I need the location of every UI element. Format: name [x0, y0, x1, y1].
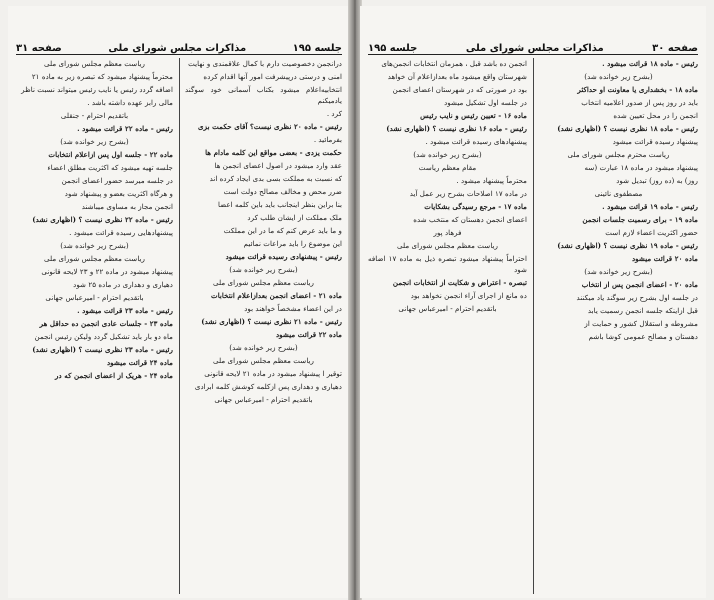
text-line: توقیر ا پیشنهاد میشود در ماده ۲۱ لایحه قانونی	[204, 369, 342, 378]
text-line: و هرگاه اکثریت بعضو و پیشنهاد شود	[64, 189, 173, 198]
left-running-title: مذاکرات مجلس شورای ملی	[108, 43, 247, 54]
text-line: باید در روز پس از صدور اعلامیه انتخاب	[581, 98, 698, 107]
right-page-header	[368, 36, 698, 55]
text-line: رئیس - ماده ۲۳ قرائت میشود .	[77, 306, 173, 315]
left-column-b	[16, 58, 173, 594]
text-line: ضرر محض و مخالف مصالح دولت است	[223, 187, 342, 196]
right-column-b	[368, 58, 527, 594]
text-line: رئیس - ماده ۲۰ نظری نیست؟ آقای حکمت بزی	[198, 122, 342, 131]
text-line: ماده ۲۲ - جلسه اول پس ازاعلام انتخابات	[48, 150, 173, 159]
left-page	[8, 6, 350, 598]
text-line: انجمن را در محل تعیین شده	[613, 111, 698, 120]
text-line: ماده ۲۴ قرائت میشود	[106, 358, 173, 367]
text-line: ماده ۲۰ قرائت میشود	[631, 254, 698, 263]
text-line: ماده ۲۳ - جلسات عادی انجمن ده حداقل هر	[39, 319, 173, 328]
text-line: باتقدیم احترام - امیرعباس جهانی	[214, 395, 313, 404]
text-line: حکمت یزدی - بعضی مواقع این کلمه مادام ها	[205, 148, 342, 157]
text-line: مشروطه و استقلال کشور و حمایت از	[584, 319, 698, 328]
left-page-number: صفحه ۳۱	[16, 43, 62, 54]
text-line: روز) به (ده روز) تبدیل شود	[616, 176, 698, 185]
text-line: ماده ۲۱ - اعضای انجمن بعدازاعلام انتخابات	[210, 291, 342, 300]
text-line: ماده ۲۲ قرائت میشود	[275, 330, 342, 339]
text-line: باتقدیم احترام - جنقلی	[60, 111, 129, 120]
text-line: ماده ۲۴ - هریک از اعضای انجمن که در	[55, 371, 173, 380]
text-line: این موضوع را باید مراعات نمائیم	[243, 239, 342, 248]
text-line: بفرمائید .	[313, 135, 342, 144]
right-page-number: صفحه ۳۰	[652, 43, 698, 54]
right-page	[360, 6, 706, 598]
text-line: ماده ۱۶ - تعیین رئیس و نایب رئیس	[420, 111, 527, 120]
text-line: پیشنهاد رسیده قرائت میشود	[612, 137, 698, 146]
text-line: قبل ازاینکه جلسه انجمن رسمیت یابد	[587, 306, 698, 315]
text-line: ریاست معظم مجلس شورای ملی	[213, 356, 314, 365]
text-line: اضافه گردد رئیس یا نایب رئیس میتواند نسبت ناظر	[21, 85, 173, 94]
text-line: در جلسه میرسد حضور اعضای انجمن	[61, 176, 173, 185]
text-line: مقام معظم ریاست	[418, 163, 477, 172]
text-line: کرد .	[326, 109, 342, 118]
text-line: احتراماً پیشنهاد میشود تبصره ذیل به ماده ۱۷ اضافه شود	[368, 254, 527, 274]
text-line: پیشنهاد میشود در ماده ۲۲ و ۲۳ لایحه قانونی	[41, 267, 173, 276]
text-line: رئیس - ماده ۱۶ نظری نیست ؟ (اظهاری نشد)	[386, 124, 527, 133]
text-line: حضور اکثریت اعضاء لازم است	[605, 228, 698, 237]
text-line: درانجمن دخصوصیت دارم با کمال علاقمندی و نهایت	[188, 59, 342, 68]
right-session-label: جلسه ۱۹۵	[368, 43, 418, 54]
text-line: باتقدیم احترام - امیرعباس جهانی	[45, 293, 144, 302]
text-line: (بشرح زیر خوانده شد)	[584, 72, 653, 81]
text-line: که نسبت به مملکت بسی بدی ایجاد کرده اند	[209, 174, 342, 183]
text-line: انجمن مجاز به مساوی میباشند	[81, 202, 173, 211]
text-line: (بشرح زیر خوانده شد)	[229, 265, 298, 274]
text-line: رئیس - ماده ۱۹ نظری نیست ؟ (اظهاری نشد)	[557, 241, 698, 250]
text-line: در ماده ۱۷ اصلاحات بشرح زیر عمل آید	[409, 189, 527, 198]
text-line: انجمن ده باشد قبل ، همزمان انتخابات انجمن‌های	[381, 59, 527, 68]
text-line: فرهاد پور	[433, 228, 462, 237]
text-line: دهیاری و دهداری پس ازکلمه کوشش کلمه ابرادی	[194, 382, 342, 391]
text-line: ماه دو بار باید تشکیل گردد ولیکن رئیس انجمن	[34, 332, 173, 341]
text-line: رئیس - ماده ۱۹ قرائت میشود .	[602, 202, 698, 211]
text-line: باتقدیم احترام - امیرعباس جهانی	[398, 304, 497, 313]
text-line: رئیس - پیشنهادی رسیده قرائت میشود	[225, 252, 342, 261]
text-line: (بشرح زیر خوانده شد)	[584, 267, 653, 276]
text-line: در جلسه اول تشکیل میشود	[444, 98, 527, 107]
text-line: مالی رابز عهده داشته باشد .	[87, 98, 173, 107]
text-line: دهیاری و دهداری در ماده ۲۵ شود	[73, 280, 173, 289]
text-line: (بشرح زیر خوانده شد)	[413, 150, 482, 159]
left-column-a	[179, 58, 342, 594]
text-line: پیشنهادهای رسیده قرائت میشود .	[425, 137, 527, 146]
text-line: رئیس - ماده ۱۸ نظری نیست ؟ (اظهاری نشد)	[557, 124, 698, 133]
text-line: (بشرح زیر خوانده شد)	[229, 343, 298, 352]
text-line: ماده ۱۷ - مرجع رسیدگی بشکایات	[424, 202, 527, 211]
text-line: پیشنهادهایی رسیده قرائت میشود .	[69, 228, 173, 237]
text-line: ریاست معظم مجلس شورای ملی	[397, 241, 498, 250]
text-line: محترماً پیشنهاد میشود .	[456, 176, 527, 185]
text-line: انتخابیه‌اعلام میشود بکتاب آسمانی خود سوگند یادمیکنم	[185, 85, 342, 105]
text-line: (بشرح زیر خوانده شد)	[60, 241, 129, 250]
text-line: ریاست محترم مجلس شورای ملی	[567, 150, 670, 159]
text-line: در جلسه اول بشرح زیر سوگند یاد میکنند	[576, 293, 698, 302]
text-line: محترماً پیشنهاد میشود که تبصره زیر به ماده ۲۱	[31, 72, 173, 81]
text-line: رئیس - ماده ۲۲ قرائت میشود .	[77, 124, 173, 133]
left-columns	[16, 58, 342, 594]
left-session-label: جلسه ۱۹۵	[292, 43, 342, 54]
text-line: دهستان و مصالح عمومی کوشا باشم	[588, 332, 698, 341]
text-line: رئیس - ماده ۲۱ نظری نیست ؟ (اظهاری نشد)	[201, 317, 342, 326]
text-line: ماده ۱۹ - برای رسمیت جلسات انجمن	[582, 215, 698, 224]
text-line: و ما باید عرض کنم که ما در این مملکت	[223, 226, 342, 235]
text-line: ماده ۲۰ - اعضای انجمن پس از انتخاب	[581, 280, 698, 289]
text-line: ریاست معظم مجلس شورای ملی	[213, 278, 314, 287]
text-line: ده مانع از اجرای آراء انجمن نخواهد بود	[410, 291, 527, 300]
right-column-a	[533, 58, 698, 594]
text-line: رئیس - ماده ۲۲ نظری نیست ؟ (اظهاری نشد)	[32, 215, 173, 224]
text-line: ملک مملکت از ایشان طلب کرد	[247, 213, 342, 222]
text-line: جلسه تهیه میشود که اکثریت مطلق اعضاء	[47, 163, 173, 172]
text-line: مصطفوی نائینی	[594, 189, 643, 198]
text-line: تبصره - اعتراض و شکایت از انتخابات انجمن	[392, 278, 527, 287]
right-running-title: مذاکرات مجلس شورای ملی	[465, 43, 604, 54]
text-line: ریاست معظم مجلس شورای ملی	[44, 254, 145, 263]
text-line: ریاست معظم مجلس شورای ملی	[44, 59, 145, 68]
text-line: رئیس - ماده ۱۸ قرائت میشود .	[602, 59, 698, 68]
text-line: بنا براین بنظر اینجانب باید باین کلمه اعضا	[217, 200, 342, 209]
text-line: عقد وارد میشود در اصول اعضای انجمن ها	[214, 161, 342, 170]
text-line: امنی و درستی درپیشرفت امور آنها اقدام کرده	[203, 72, 342, 81]
text-line: در این اعضاء مشخصاً خواهند بود	[244, 304, 342, 313]
text-line: ماده ۱۸ - بخشداری یا معاونت او حداکثر	[577, 85, 698, 94]
text-line: پیشنهاد میشود در ماده ۱۸ عبارت (سه	[584, 163, 698, 172]
text-line: (بشرح زیر خوانده شد)	[60, 137, 129, 146]
text-line: اعضای انجمن دهستان که منتخب شده	[413, 215, 527, 224]
text-line: رئیس - ماده ۲۳ نظری نیست ؟ (اظهاری نشد)	[32, 345, 173, 354]
text-line: شهرستان واقع میشود ماه بعدازاعلام آن خواهد	[387, 72, 527, 81]
text-line: بود در صورتی که در شهرستان اعضای انجمن	[392, 85, 527, 94]
right-columns	[368, 58, 698, 594]
left-page-header	[16, 36, 342, 55]
